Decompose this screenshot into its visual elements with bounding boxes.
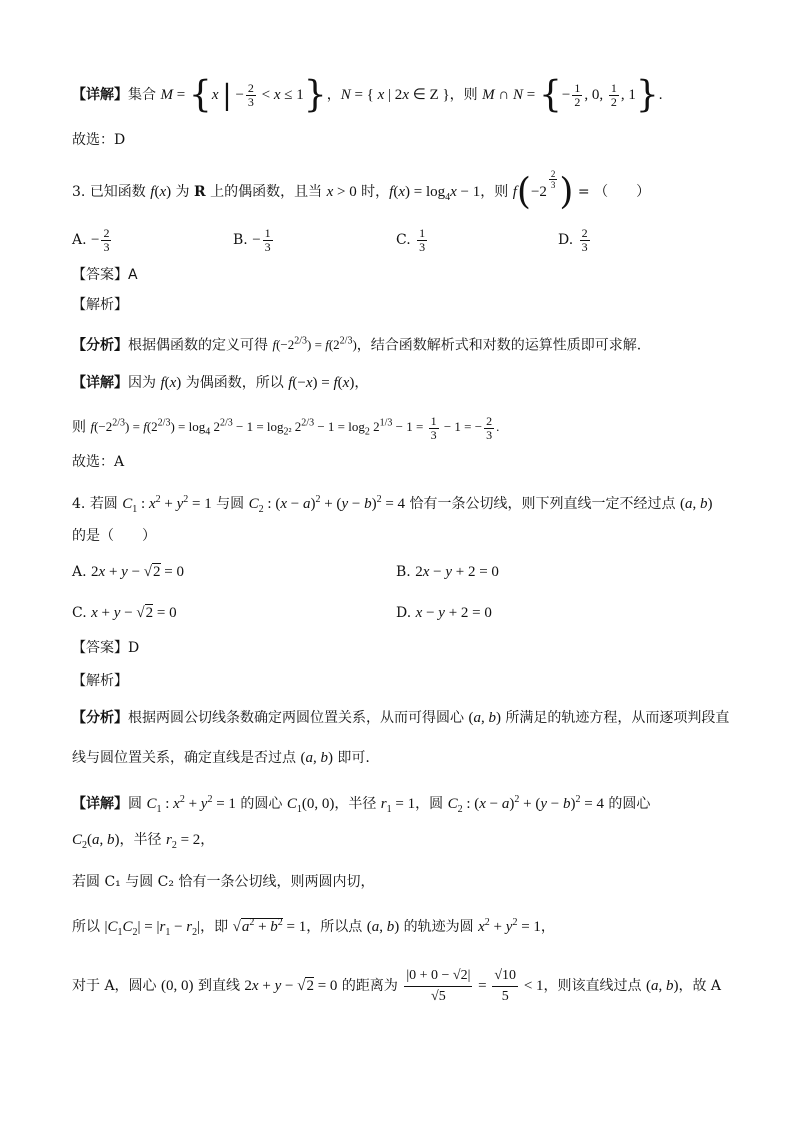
detail-4-cont: $C_2(a$, b)，半径 $r_2 = 2$，	[72, 832, 215, 851]
detail-tag: 【详解】	[72, 86, 128, 103]
detail-3: 【详解】因为 f(x) 为偶函数，所以 f(−x) = f(x)，	[72, 375, 369, 391]
question-3: 3. 已知函数 f(x) 为 R 上的偶函数，且当 x > 0 时，$f(x) = \log_4x - 1$，则 f(−2 $^{\frac{2}{3}}$ ) = （ ）	[72, 169, 651, 213]
analysis-3-header: 【解析】	[72, 297, 128, 313]
q4-option-a[interactable]: A. 2x + y − √2 = 0	[72, 564, 184, 580]
q4-option-b[interactable]: B. 2x − y + 2 = 0	[396, 564, 499, 580]
analysis-4-cont: 线与圆位置关系，确定直线是否过点 (a, b) 即可.	[72, 750, 370, 766]
detail-4: 【详解】圆 $C_1$ : $x^2 + y^2 = 1$ 的圆心 $C_1(0$, 0)，半径 $r_1 = 1$，圆 $C_2$ : $(x - a)^2 + (y - b)^2 = 4$ 的圆心	[72, 794, 651, 815]
question-4: 4. 若圆 $C_1$ : $x^2 + y^2 = 1$ 与圆 $C_2$ : $(x - a)^2 + (y - b)^2 = 4$ 恰有一条公切线，则下列直线一定不经过点 (a, b)	[72, 494, 713, 515]
q3-option-d[interactable]: D. $\frac{2}{3}$	[558, 226, 588, 254]
detail-4-locus: 所以 $|C_1C_2| = |r_1 - r_2|$，即 $√a^2 + b^2 = 1$，所以点 (a, b) 的轨迹为圆 $x^2 + y^2 = 1$，	[72, 917, 555, 938]
detail-4-tangent: 若圆 C₁ 与圆 C₂ 恰有一条公切线，则两圆内切，	[72, 874, 375, 890]
detail-3-calc: 则 $f(-2^{2/3}) = f(2^{2/3}) = \log_4 2^{2/3} - 1 = \log_{2^2} 2^{2/3} - 1 = \log_2 2^{1/3} - 1$ = $\frac{1}{3}$ − 1 = − $\frac{2}{3}$ .	[72, 413, 500, 442]
answer-3-select: 故选：A	[72, 454, 125, 470]
answer-4: 【答案】D	[72, 640, 140, 656]
analysis-4-header: 【解析】	[72, 673, 128, 689]
answer-3: 【答案】A	[72, 267, 138, 283]
answer-line: 故选：D	[72, 132, 126, 148]
analysis-4: 【分析】根据两圆公切线条数确定两圆位置关系，从而可得圆心 (a, b) 所满足的轨迹方程，从而逐项判段直	[72, 710, 730, 726]
q3-option-c[interactable]: C. $\frac{1}{3}$	[396, 226, 426, 254]
q3-option-a[interactable]: A. − $\frac{2}{3}$	[72, 226, 110, 254]
detail-4-option-a: 对于 A，圆心 (0, 0) 到直线 2x + y − √2 = 0 的距离为 $\frac{|0 + 0 - √2|}{√5}$ = $\frac{√10}{5}$ < 1，则该直线过点 (a, b)，故 A	[72, 968, 722, 1004]
q3-option-b[interactable]: B. − $\frac{1}{3}$	[233, 226, 271, 254]
q4-option-c[interactable]: C. x + y − √2 = 0	[72, 605, 177, 621]
q4-option-d[interactable]: D. x − y + 2 = 0	[396, 605, 492, 621]
question-4-cont: 的是（ ）	[72, 528, 156, 544]
analysis-3: 【分析】根据偶函数的定义可得 $f(-2^{2/3}) = f(2^{2/3})$，结合函数解析式和对数的运算性质即可求解.	[72, 336, 642, 354]
detail-line-1: 【详解】集合 M = {x | − $\frac{2}{3}$ < x ≤ 1}，N = { x | 2x ∈ Z }，则 M ∩ N = {− $\frac{1}{2}$ , 0, $\frac{1}{2}$ , 1}.	[72, 74, 663, 116]
